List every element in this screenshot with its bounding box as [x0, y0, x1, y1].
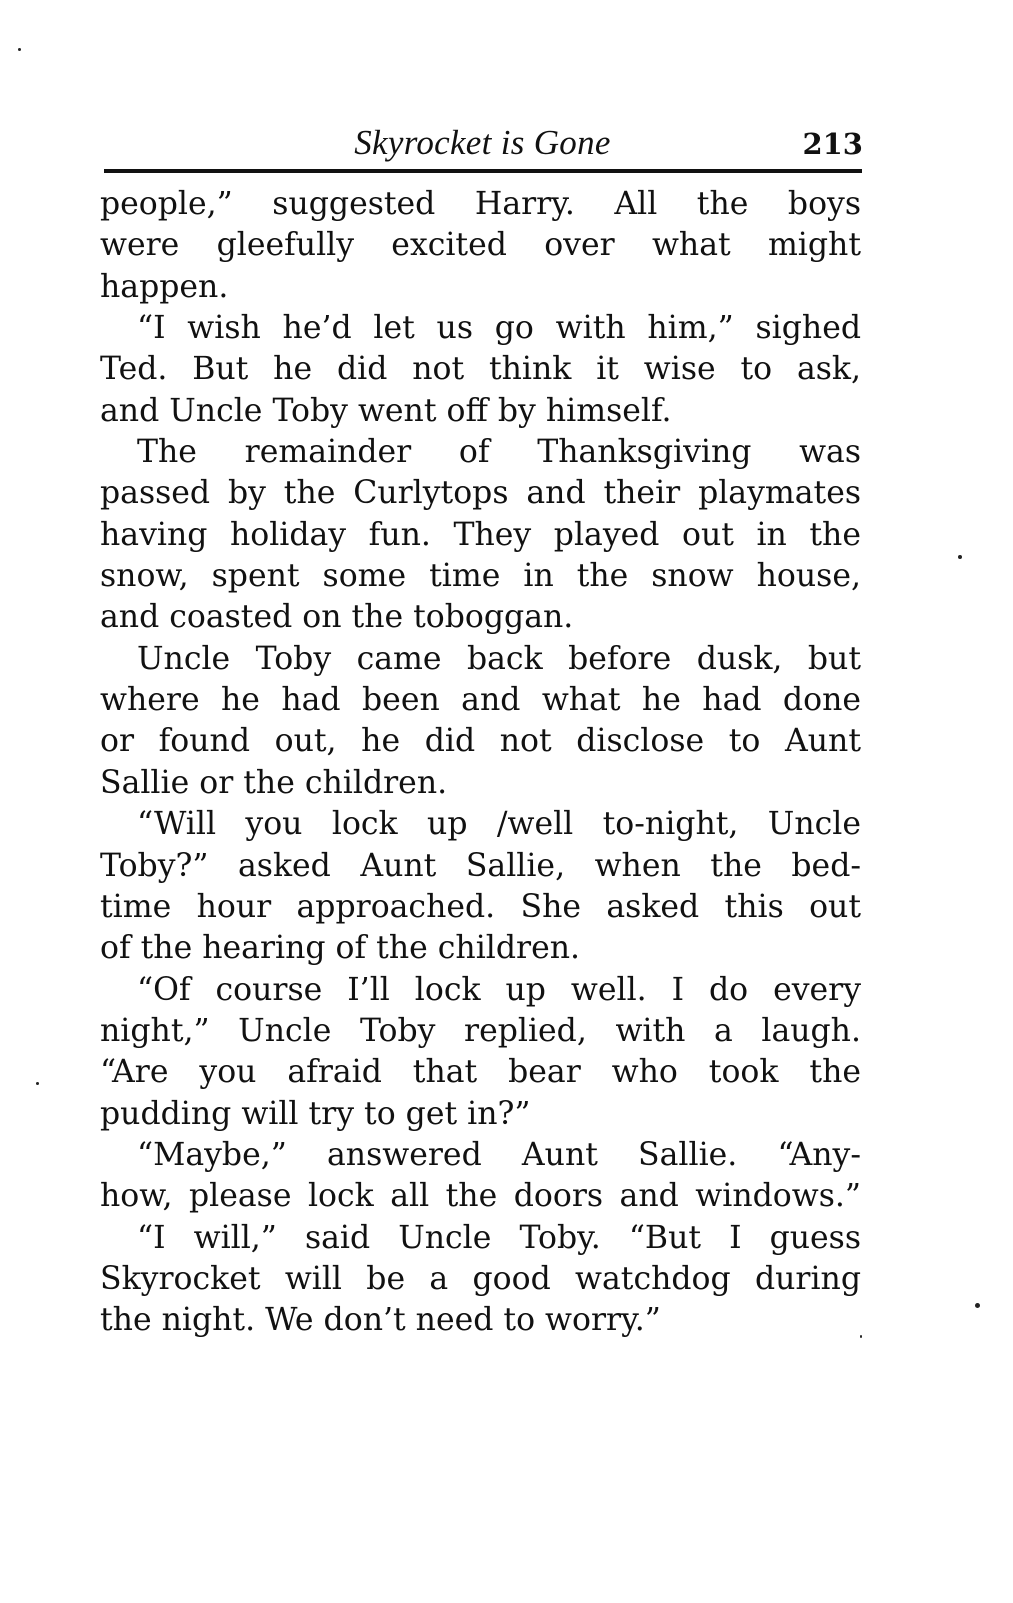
- text-line: Uncle Toby came back before dusk, but: [137, 640, 861, 677]
- paper-speck: [975, 1303, 980, 1308]
- text-line: “I wish he’d let us go with him,” sighed: [137, 310, 861, 347]
- text-line: “I will,” said Uncle Toby. “But I guess: [137, 1219, 861, 1256]
- paper-speck: [958, 555, 962, 559]
- text-line: night,” Uncle Toby replied, with a laugh.: [100, 1012, 861, 1049]
- text-line: happen.: [100, 268, 229, 305]
- text-line: The remainder of Thanksgiving was: [137, 434, 861, 471]
- text-line: pudding will try to get in?”: [100, 1095, 531, 1132]
- text-line: “Of course I’ll lock up well. I do every: [137, 971, 861, 1008]
- text-line: or found out, he did not disclose to Aunt: [100, 723, 861, 760]
- paper-speck: [36, 1082, 39, 1085]
- text-line: the night. We don’t need to worry.”: [100, 1302, 661, 1339]
- running-title: Skyrocket is Gone: [354, 123, 611, 162]
- text-line: snow, spent some time in the snow house,: [100, 558, 861, 595]
- text-line: passed by the Curlytops and their playmates: [100, 475, 861, 512]
- text-line: Skyrocket will be a good watchdog during: [100, 1260, 861, 1297]
- text-line: “Maybe,” answered Aunt Sallie. “Any-: [137, 1136, 861, 1173]
- text-line: “Will you lock up /well to-night, Uncle: [137, 806, 861, 843]
- header-rule: [104, 169, 862, 173]
- text-line: how, please lock all the doors and windows.”: [100, 1178, 861, 1215]
- text-line: “Are you afraid that bear who took the: [100, 1054, 861, 1091]
- text-line: were gleefully excited over what might: [100, 227, 861, 264]
- paper-speck: [860, 1335, 862, 1338]
- paper-speck: [18, 48, 21, 51]
- text-line: of the hearing of the children.: [100, 930, 581, 967]
- text-line: Ted. But he did not think it wise to ask,: [100, 351, 861, 388]
- text-line: having holiday fun. They played out in the: [100, 516, 861, 553]
- body-text: [100, 184, 861, 1342]
- text-line: people,” suggested Harry. All the boys: [100, 186, 861, 222]
- page-number: 213: [802, 127, 863, 161]
- running-head: [100, 120, 865, 166]
- text-line: Sallie or the children.: [100, 764, 448, 801]
- text-line: where he had been and what he had done: [100, 682, 861, 719]
- text-line: and coasted on the toboggan.: [100, 599, 574, 636]
- text-line: time hour approached. She asked this out: [100, 888, 861, 925]
- text-line: Toby?” asked Aunt Sallie, when the bed-: [100, 847, 861, 884]
- text-line: and Uncle Toby went off by himself.: [100, 392, 672, 429]
